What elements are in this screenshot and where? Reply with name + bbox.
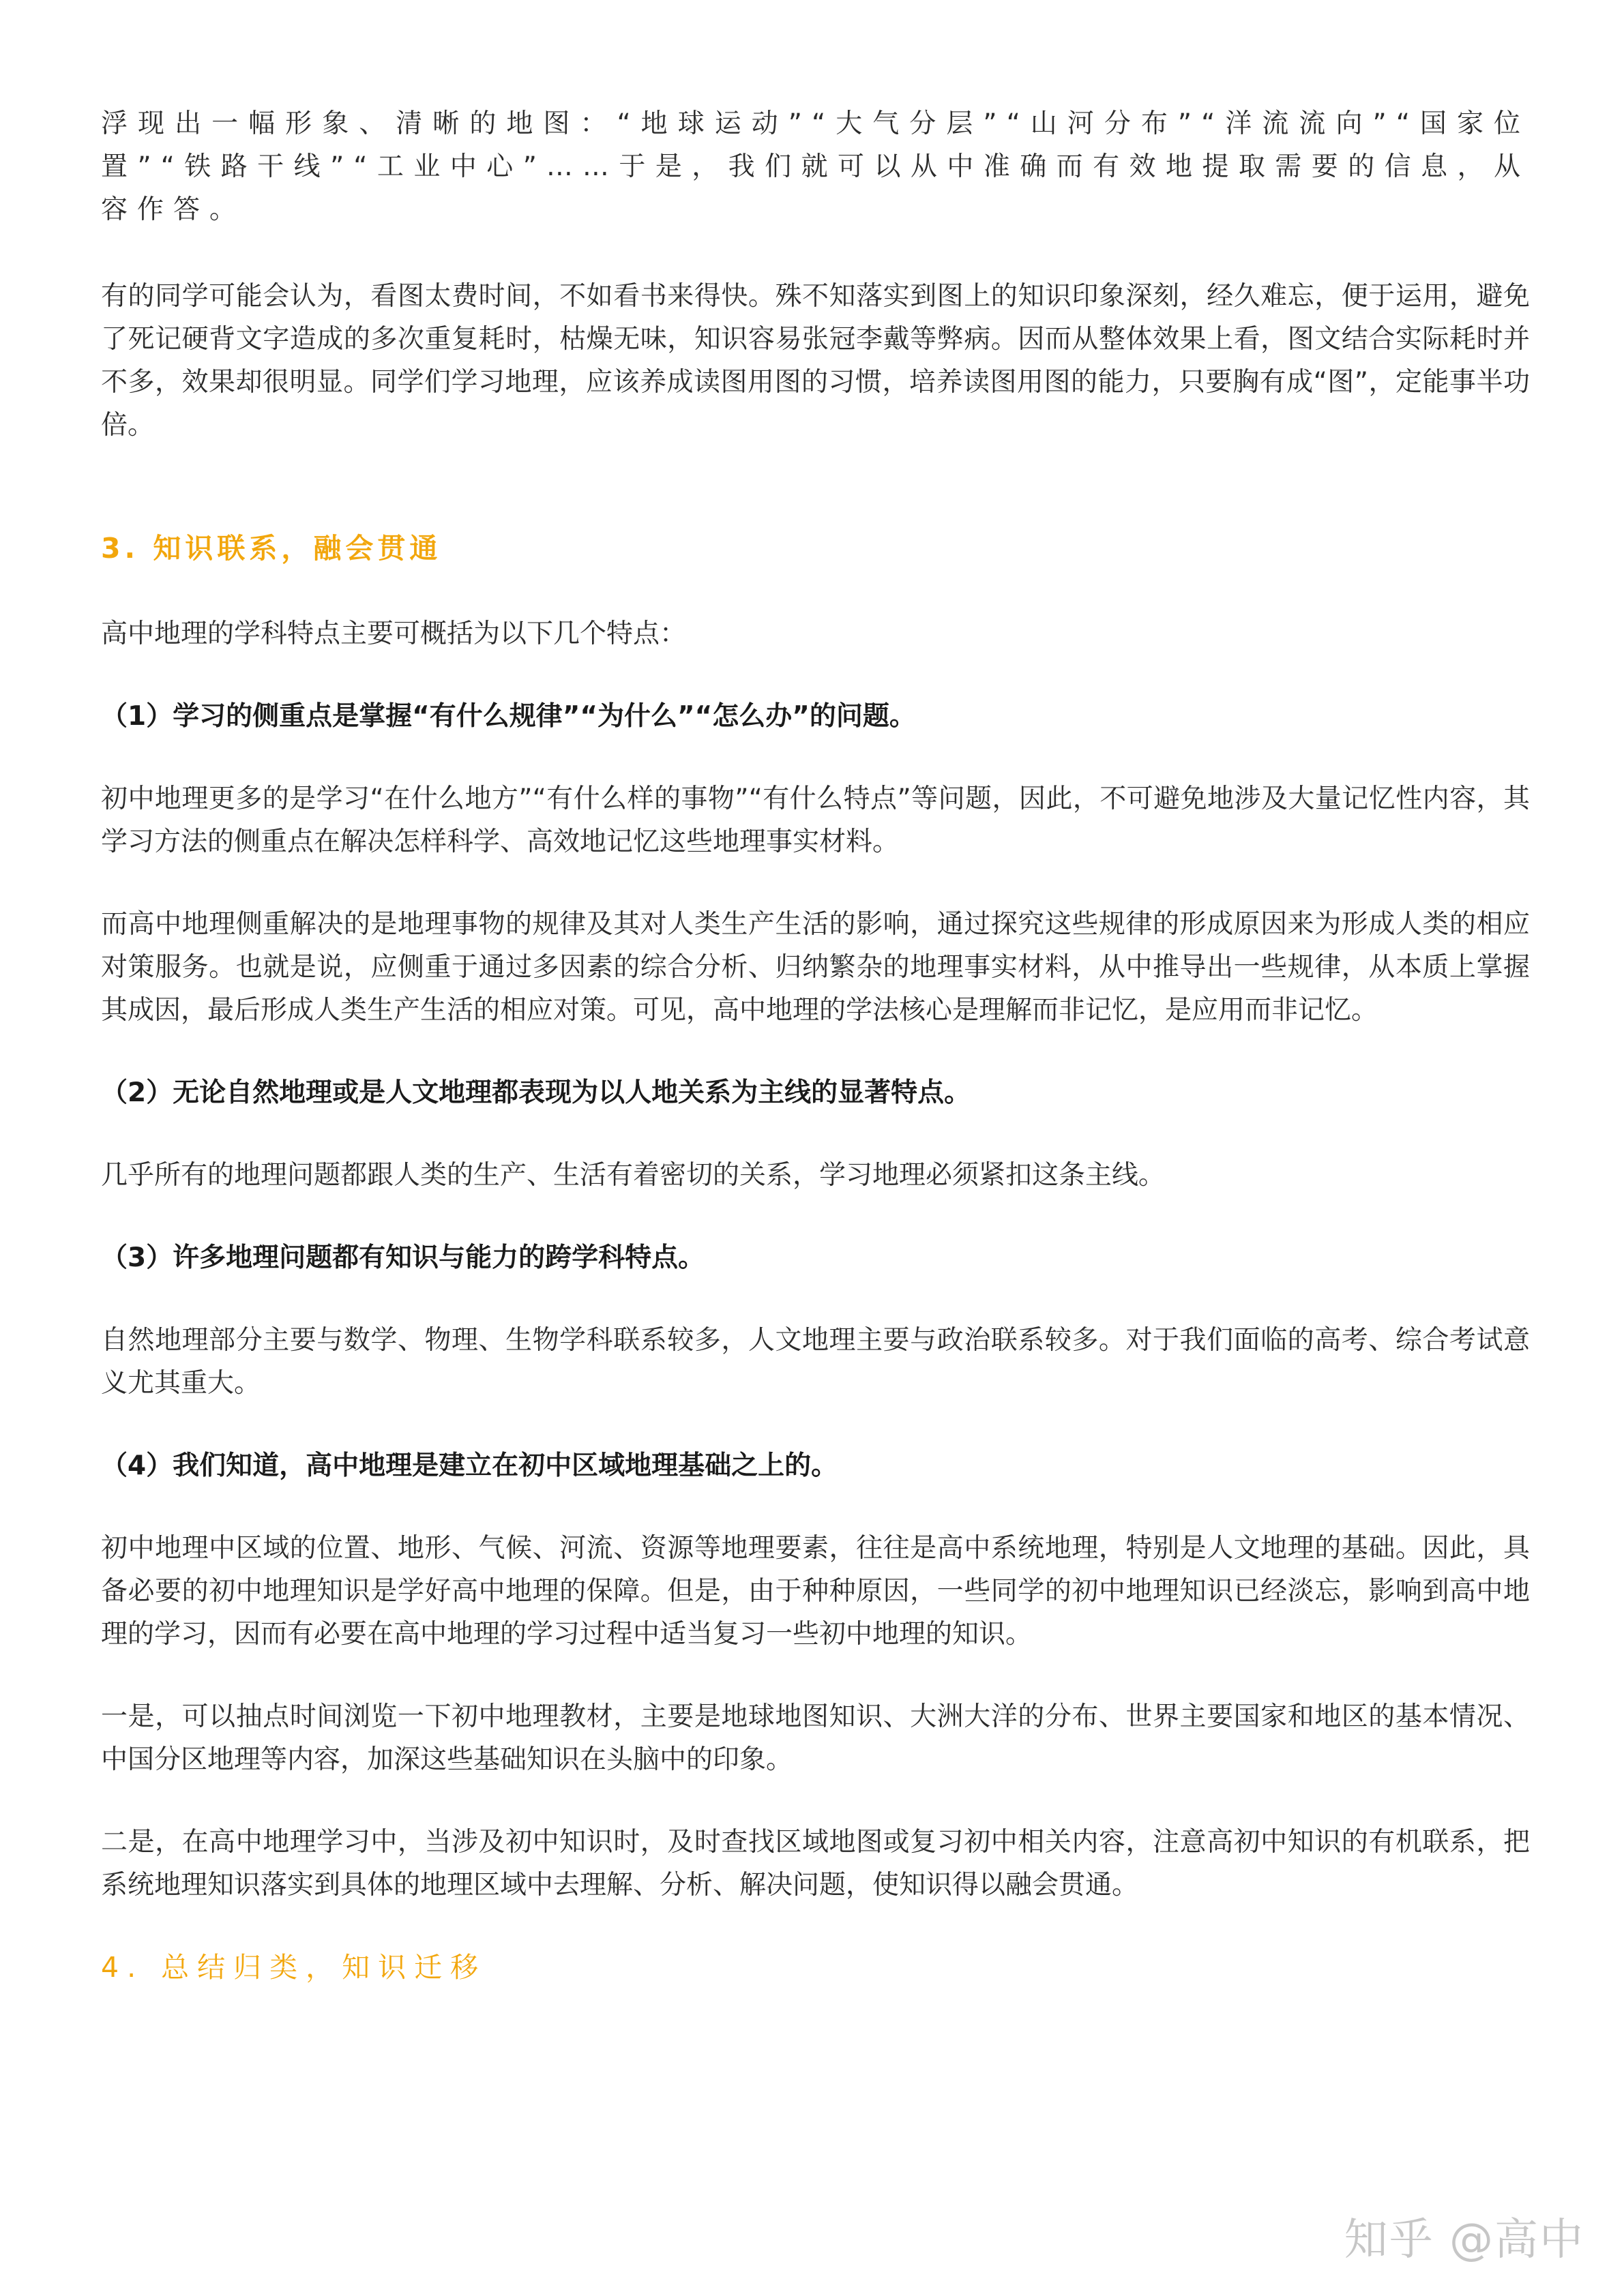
zhihu-watermark: 知乎 @高中 [1344,2215,1584,2265]
paragraph-method-two: 二是，在高中地理学习中，当涉及初中知识时，及时查找区域地图或复习初中相关内容，注意高初中知识的有机联系，把系统地理知识落实到具体的地理区域中去理解、分析、解决问题，使知识得以融会贯通。 [101,1827,1530,1900]
paragraph-junior-geography: 初中地理更多的是学习“在什么地方”“有什么样的事物”“有什么特点”等问题，因此，不可避免地涉及大量记忆性内容，其学习方法的侧重点在解决怎样科学、高效地记忆这些地理事实材料。 [101,784,1530,857]
subheading-3: （3）许多地理问题都有知识与能力的跨学科特点。 [101,1242,705,1273]
section-heading-3: 3. 知识联系，融会贯通 [101,532,442,565]
paragraph-regional-basis: 初中地理中区域的位置、地形、气候、河流、资源等地理要素，往往是高中系统地理，特别是人文地理的基础。因此，具备必要的初中地理知识是学好高中地理的保障。但是，由于种种原因，一些同学的初中地理知识已经淡忘，影响到高中地理的学习，因而有必要在高中地理的学习过程中适当复习一些初中地理的知识。 [101,1533,1530,1650]
article-body [101,102,1530,1989]
subheading-4: （4）我们知道，高中地理是建立在初中区域地理基础之上的。 [101,1450,838,1481]
paragraph-senior-geography: 而高中地理侧重解决的是地理事物的规律及其对人类生产生活的影响，通过探究这些规律的形成原因来为形成人类的相应对策服务。也就是说，应侧重于通过多因素的综合分析、归纳繁杂的地理事实材料，从中推导出一些规律，从本质上掌握其成因，最后形成人类生产生活的相应对策。可见，高中地理的学法核心是理解而非记忆，是应用而非记忆。 [101,909,1530,1026]
subheading-1: （1）学习的侧重点是掌握“有什么规律”“为什么”“怎么办”的问题。 [101,701,916,732]
section-heading-4: 4. 总结归类，知识迁移 [101,1951,487,1984]
paragraph-map-reading: 有的同学可能会认为，看图太费时间，不如看书来得快。殊不知落实到图上的知识印象深刻，经久难忘，便于运用，避免了死记硬背文字造成的多次重复耗时，枯燥无味，知识容易张冠李戴等弊病。因而从整体效果上看，图文结合实际耗时并不多，效果却很明显。同学们学习地理，应该养成读图用图的习惯，培养读图用图的能力，只要胸有成“图”，定能事半功倍。 [101,281,1530,441]
paragraph-features-intro: 高中地理的学科特点主要可概括为以下几个特点： [101,618,687,649]
paragraph-intro: 浮现出一幅形象、清晰的地图：“地球运动”“大气分层”“山河分布”“洋流流向”“国家位置”“铁路干线”“工业中心”……于是，我们就可以从中准确而有效地提取需要的信息，从容作答。 [101,108,1530,225]
paragraph-method-one: 一是，可以抽点时间浏览一下初中地理教材，主要是地球地图知识、大洲大洋的分布、世界主要国家和地区的基本情况、中国分区地理等内容，加深这些基础知识在头脑中的印象。 [101,1701,1530,1775]
paragraph-interdisciplinary: 自然地理部分主要与数学、物理、生物学科联系较多，人文地理主要与政治联系较多。对于我们面临的高考、综合考试意义尤其重大。 [101,1325,1530,1399]
subheading-2: （2）无论自然地理或是人文地理都表现为以人地关系为主线的显著特点。 [101,1077,971,1108]
paragraph-human-land: 几乎所有的地理问题都跟人类的生产、生活有着密切的关系，学习地理必须紧扣这条主线。 [101,1160,1166,1191]
